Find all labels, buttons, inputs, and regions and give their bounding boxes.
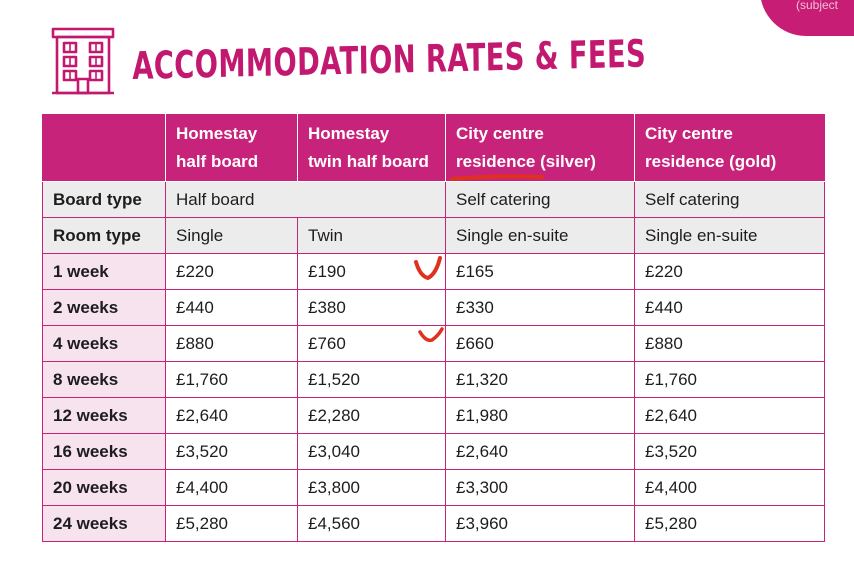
- table-cell: £1,320: [446, 362, 635, 398]
- row-label: 2 weeks: [43, 290, 166, 326]
- row-label: 8 weeks: [43, 362, 166, 398]
- table-cell: Single en-suite: [446, 218, 635, 254]
- table-cell: £4,400: [635, 470, 825, 506]
- corner-tab-text: (subject: [796, 0, 839, 12]
- row-label: 16 weeks: [43, 434, 166, 470]
- table-cell: £3,960: [446, 506, 635, 542]
- table-cell: £1,760: [635, 362, 825, 398]
- table-cell: £1,980: [446, 398, 635, 434]
- table-cell: £760: [298, 326, 446, 362]
- table-cell: £3,040: [298, 434, 446, 470]
- table-cell: £190: [298, 254, 446, 290]
- table-cell: £330: [446, 290, 635, 326]
- table-cell: £380: [298, 290, 446, 326]
- table-cell: £220: [166, 254, 298, 290]
- table-cell: £1,520: [298, 362, 446, 398]
- table-cell: £2,280: [298, 398, 446, 434]
- table-header-row: [43, 115, 825, 182]
- room-type-row: [43, 218, 825, 254]
- table-row: [43, 362, 825, 398]
- header-homestay-twin-half-board: Homestay twin half board: [298, 115, 446, 182]
- table-row: [43, 254, 825, 290]
- table-cell: £880: [166, 326, 298, 362]
- table-cell: £880: [635, 326, 825, 362]
- row-label: 12 weeks: [43, 398, 166, 434]
- header-residence-silver: City centre residence (silver): [446, 115, 635, 182]
- table-cell: £220: [635, 254, 825, 290]
- row-label: 20 weeks: [43, 470, 166, 506]
- table-row: [43, 326, 825, 362]
- header-residence-gold: City centre residence (gold): [635, 115, 825, 182]
- table-cell: Single: [166, 218, 298, 254]
- rates-table: [42, 114, 825, 542]
- header-cell-blank: [43, 115, 166, 182]
- row-label: Room type: [43, 218, 166, 254]
- table-cell: £165: [446, 254, 635, 290]
- page-title: ACCOMMODATION RATES & FEES: [132, 31, 647, 88]
- table-cell: £440: [166, 290, 298, 326]
- row-label: 1 week: [43, 254, 166, 290]
- row-label: 4 weeks: [43, 326, 166, 362]
- table-cell: £3,520: [635, 434, 825, 470]
- table-row: [43, 506, 825, 542]
- board-type-row: [43, 182, 825, 218]
- rate-rows: [43, 254, 825, 542]
- table-cell: £2,640: [166, 398, 298, 434]
- table-row: [43, 398, 825, 434]
- table-cell: £2,640: [635, 398, 825, 434]
- table-cell: £3,800: [298, 470, 446, 506]
- row-label: 24 weeks: [43, 506, 166, 542]
- table-row: [43, 470, 825, 506]
- corner-tab: [760, 0, 854, 36]
- table-cell: £1,760: [166, 362, 298, 398]
- table-row: [43, 434, 825, 470]
- table-cell: £2,640: [446, 434, 635, 470]
- row-label: Board type: [43, 182, 166, 218]
- table-cell: £5,280: [635, 506, 825, 542]
- table-cell: £3,300: [446, 470, 635, 506]
- table-cell: £3,520: [166, 434, 298, 470]
- table-cell: Twin: [298, 218, 446, 254]
- header-homestay-half-board: Homestay half board: [166, 115, 298, 182]
- table-cell: £4,560: [298, 506, 446, 542]
- building-icon: [50, 26, 116, 98]
- table-cell: £660: [446, 326, 635, 362]
- table-cell: Single en-suite: [635, 218, 825, 254]
- board-type-gold: Self catering: [635, 182, 825, 218]
- table-cell: £4,400: [166, 470, 298, 506]
- table-row: [43, 290, 825, 326]
- board-type-silver: Self catering: [446, 182, 635, 218]
- board-type-homestay: Half board: [166, 182, 446, 218]
- table-cell: £5,280: [166, 506, 298, 542]
- table-cell: £440: [635, 290, 825, 326]
